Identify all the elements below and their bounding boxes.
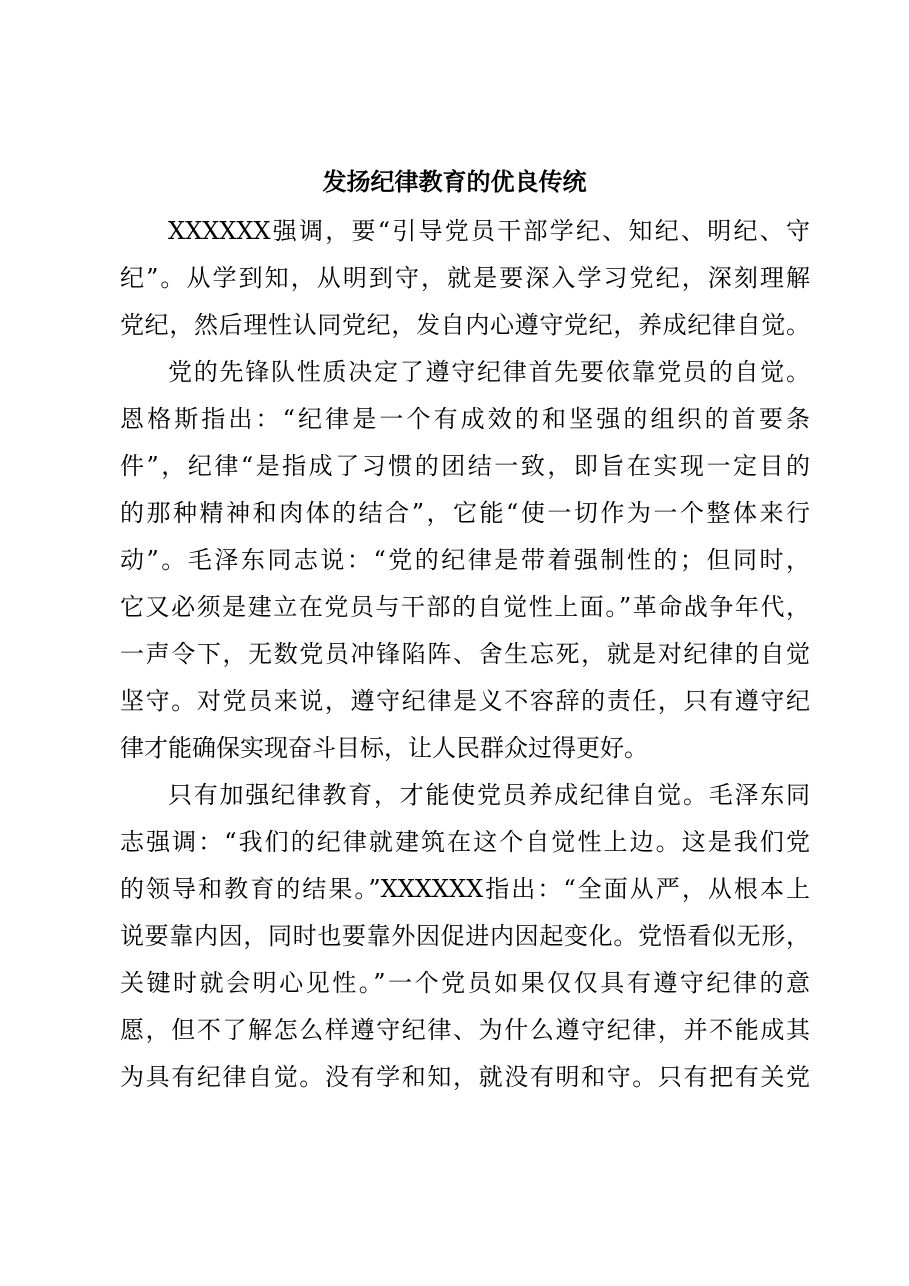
text-line: 党的先锋队性质决定了遵守纪律首先要依靠党员的自觉。 xyxy=(168,358,810,386)
text-line: 说要靠内因，同时也要靠外因促进内因起变化。党悟看似无形， xyxy=(120,922,810,950)
document-body xyxy=(120,208,810,1101)
text-line: 恩格斯指出：“纪律是一个有成效的和坚强的组织的首要条 xyxy=(120,405,810,433)
text-line: 只有加强纪律教育，才能使党员养成纪律自觉。毛泽东同 xyxy=(168,781,810,809)
text-line: 律才能确保实现奋斗目标，让人民群众过得更好。 xyxy=(120,734,648,762)
text-line: 动”。毛泽东同志说：“党的纪律是带着强制性的；但同时， xyxy=(120,546,810,574)
paragraph-2 xyxy=(120,349,810,772)
text-line: 愿，但不了解怎么样遵守纪律、为什么遵守纪律，并不能成其 xyxy=(120,1016,810,1044)
text-line: 为具有纪律自觉。没有学和知，就没有明和守。只有把有关党 xyxy=(120,1063,810,1091)
text-line: 的那种精神和肉体的结合”，它能“使一切作为一个整体来行 xyxy=(120,499,810,527)
text-line: 它又必须是建立在党员与干部的自觉性上面。”革命战争年代， xyxy=(120,593,810,621)
text-line: 党纪，然后理性认同党纪，发自内心遵守党纪，养成纪律自觉。 xyxy=(120,311,810,339)
text-line: 的领导和教育的结果。”XXXXXX指出：“全面从严，从根本上 xyxy=(120,875,810,903)
text-line: 关键时就会明心见性。”一个党员如果仅仅具有遵守纪律的意 xyxy=(120,969,810,997)
paragraph-3 xyxy=(120,772,810,1101)
text-line: 件”，纪律“是指成了习惯的团结一致，即旨在实现一定目的 xyxy=(120,452,810,480)
text-line: XXXXXX强调，要“引导党员干部学纪、知纪、明纪、守 xyxy=(168,217,810,245)
text-line: 志强调：“我们的纪律就建筑在这个自觉性上边。这是我们党 xyxy=(120,828,810,856)
paragraph-1 xyxy=(120,208,810,349)
text-line: 纪”。从学到知，从明到守，就是要深入学习党纪，深刻理解 xyxy=(120,264,810,292)
document-title: 发扬纪律教育的优良传统 xyxy=(322,167,587,196)
text-line: 坚守。对党员来说，遵守纪律是义不容辞的责任，只有遵守纪 xyxy=(120,687,810,715)
text-line: 一声令下，无数党员冲锋陷阵、舍生忘死，就是对纪律的自觉 xyxy=(120,640,810,668)
